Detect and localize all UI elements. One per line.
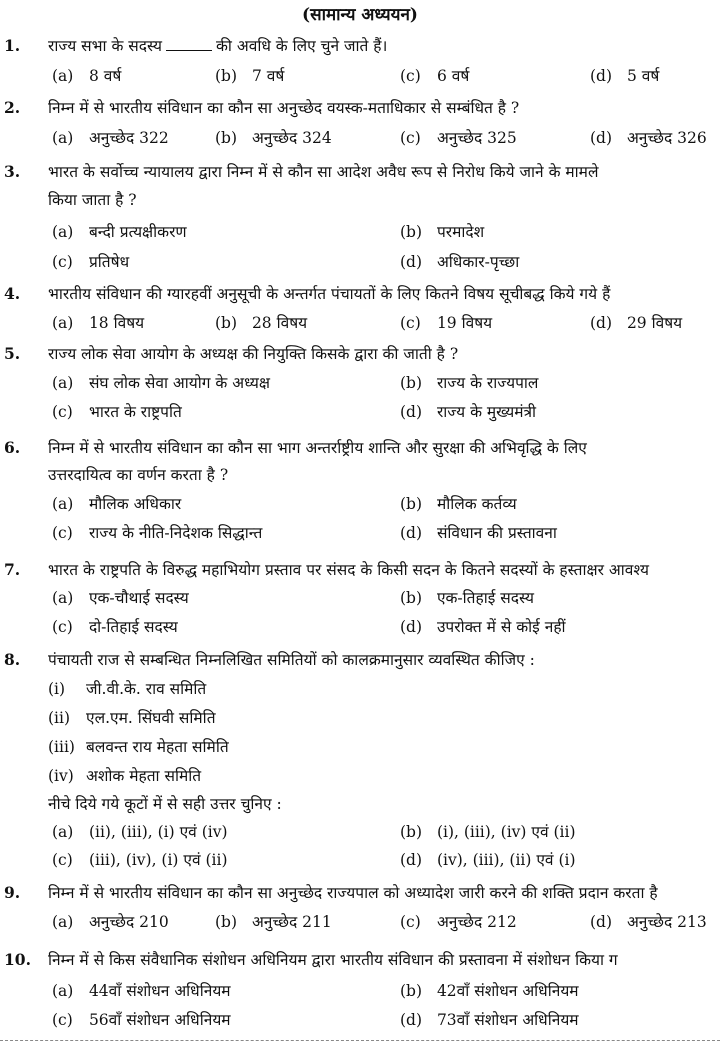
option-label: (c)	[52, 1011, 73, 1029]
option-text: 42वाँ संशोधन अधिनियम	[436, 982, 579, 1000]
option-label: (d)	[590, 129, 613, 147]
option-b	[400, 981, 579, 1001]
option-label: (b)	[400, 982, 423, 1000]
option-label: (c)	[52, 851, 73, 869]
option-label: (a)	[52, 913, 74, 931]
option-text: राज्य के मुख्यमंत्री	[436, 403, 537, 421]
option-text: राज्य के नीति-निदेशक सिद्धान्त	[88, 524, 263, 542]
question-number: 4.	[4, 284, 21, 303]
question-text-line2: उत्तरदायित्व का वर्णन करता है ?	[48, 466, 229, 484]
option-d	[590, 66, 659, 86]
list-item	[48, 679, 206, 699]
option-b	[215, 313, 307, 333]
item-text: अशोक मेहता समिति	[86, 767, 202, 785]
option-text: संविधान की प्रस्तावना	[436, 524, 557, 542]
question-text: पंचायती राज से सम्बन्धित निम्नलिखित समितियों को कालक्रमानुसार व्यवस्थित कीजिए :	[48, 651, 535, 669]
option-b	[215, 912, 332, 932]
question-number: 10.	[4, 950, 31, 969]
item-text: जी.वी.के. राव समिति	[86, 680, 207, 698]
option-text: अधिकार-पृच्छा	[436, 253, 520, 271]
option-c	[52, 523, 262, 543]
option-d	[590, 912, 707, 932]
question-text-line2: किया जाता है ?	[48, 191, 137, 209]
option-label: (c)	[400, 913, 421, 931]
option-text: अनुच्छेद 325	[436, 129, 517, 147]
question-number: 9.	[4, 883, 21, 902]
list-item	[48, 708, 216, 728]
question-text: निम्न में से भारतीय संविधान का कौन सा अनुच्छेद राज्यपाल को अध्यादेश जारी करने की शक्ति प्रदान करता है	[48, 884, 658, 902]
option-text: भारत के राष्ट्रपति	[88, 403, 182, 421]
option-a	[52, 66, 121, 86]
option-label: (b)	[400, 223, 423, 241]
question-text: भारतीय संविधान की ग्यारहवीं अनुसूची के अन्तर्गत पंचायतों के लिए कितने विषय सूचीबद्ध किये गये हैं	[48, 285, 611, 303]
option-label: (a)	[52, 129, 74, 147]
option-text: अनुच्छेद 213	[626, 913, 707, 931]
option-label: (a)	[52, 314, 74, 332]
option-label: (b)	[215, 129, 238, 147]
option-text: परमादेश	[436, 223, 485, 241]
option-text: (ii), (iii), (i) एवं (iv)	[88, 823, 228, 841]
option-label: (d)	[400, 1011, 423, 1029]
option-label: (c)	[400, 67, 421, 85]
option-label: (c)	[52, 618, 73, 636]
option-label: (d)	[400, 403, 423, 421]
option-text: राज्य के राज्यपाल	[436, 374, 539, 392]
option-d	[400, 617, 566, 637]
option-a	[52, 373, 270, 393]
option-b	[400, 222, 484, 242]
option-text: उपरोक्त में से कोई नहीं	[436, 618, 566, 636]
option-label: (a)	[52, 982, 74, 1000]
option-c	[52, 617, 178, 637]
question-text: राज्य लोक सेवा आयोग के अध्यक्ष की नियुक्ति किसके द्वारा की जाती है ?	[48, 345, 459, 363]
option-b	[400, 373, 538, 393]
list-item	[48, 737, 229, 757]
question-text-part: की अवधि के लिए चुने जाते हैं।	[216, 37, 388, 55]
option-label: (b)	[400, 495, 423, 513]
option-c	[400, 66, 469, 86]
option-text: अनुच्छेद 326	[626, 129, 707, 147]
option-label: (d)	[400, 618, 423, 636]
option-label: (d)	[590, 314, 613, 332]
option-label: (a)	[52, 67, 74, 85]
option-label: (b)	[400, 374, 423, 392]
question-number: 5.	[4, 344, 21, 363]
option-label: (d)	[400, 851, 423, 869]
option-c	[52, 252, 129, 272]
option-text: (iii), (iv), (i) एवं (ii)	[88, 851, 228, 869]
option-c	[400, 313, 492, 333]
option-text: 7 वर्ष	[251, 67, 285, 85]
item-label: (i)	[48, 680, 66, 698]
option-text: 8 वर्ष	[88, 67, 122, 85]
option-text: 5 वर्ष	[626, 67, 660, 85]
option-a	[52, 822, 228, 842]
option-a	[52, 588, 189, 608]
option-label: (a)	[52, 495, 74, 513]
item-text: एल.एम. सिंघवी समिति	[86, 709, 216, 727]
option-c	[400, 912, 517, 932]
question-text: निम्न में से भारतीय संविधान का कौन सा अनुच्छेद वयस्क-मताधिकार से सम्बंधित है ?	[48, 99, 520, 117]
option-text: 29 विषय	[626, 314, 683, 332]
question-text	[48, 36, 387, 58]
option-text: 6 वर्ष	[436, 67, 470, 85]
option-label: (d)	[590, 67, 613, 85]
option-text: मौलिक अधिकार	[88, 495, 182, 513]
option-label: (b)	[400, 589, 423, 607]
option-text: बन्दी प्रत्यक्षीकरण	[88, 223, 187, 241]
option-label: (c)	[52, 403, 73, 421]
option-a	[52, 128, 169, 148]
question-number: 8.	[4, 650, 21, 669]
option-label: (a)	[52, 589, 74, 607]
option-text: अनुच्छेद 324	[251, 129, 332, 147]
option-text: एक-तिहाई सदस्य	[436, 589, 535, 607]
option-text: एक-चौथाई सदस्य	[88, 589, 189, 607]
question-text-part: राज्य सभा के सदस्य	[48, 37, 163, 55]
option-d	[590, 313, 682, 333]
option-d	[400, 252, 519, 272]
option-text: 44वाँ संशोधन अधिनियम	[88, 982, 231, 1000]
option-label: (a)	[52, 223, 74, 241]
list-item	[48, 766, 201, 786]
option-b	[215, 66, 284, 86]
option-a	[52, 313, 144, 333]
option-label: (b)	[215, 314, 238, 332]
option-label: (b)	[215, 67, 238, 85]
option-d	[590, 128, 707, 148]
question-number: 2.	[4, 98, 21, 117]
option-c	[52, 850, 228, 870]
option-text: अनुच्छेद 210	[88, 913, 169, 931]
option-label: (c)	[400, 314, 421, 332]
option-text: संघ लोक सेवा आयोग के अध्यक्ष	[88, 374, 270, 392]
option-text: प्रतिषेध	[88, 253, 130, 271]
option-text: 28 विषय	[251, 314, 308, 332]
option-label: (b)	[215, 913, 238, 931]
option-d	[400, 1010, 579, 1030]
option-text: अनुच्छेद 212	[436, 913, 517, 931]
question-text-line1: भारत के सर्वोच्च न्यायालय द्वारा निम्न में से कौन सा आदेश अवैध रूप से निरोध किये जाने के मामले	[48, 163, 599, 181]
option-c	[52, 402, 182, 422]
option-label: (c)	[400, 129, 421, 147]
question-text: भारत के राष्ट्रपति के विरुद्ध महाभियोग प्रस्ताव पर संसद के किसी सदन के कितने सदस्यों के हस्ताक्षर आवश्य	[48, 561, 649, 579]
item-text: बलवन्त राय मेहता समिति	[86, 738, 229, 756]
option-d	[400, 850, 576, 870]
footer-divider	[0, 1040, 720, 1041]
item-label: (iv)	[48, 767, 74, 785]
option-label: (a)	[52, 374, 74, 392]
option-c	[400, 128, 517, 148]
option-b	[400, 588, 534, 608]
option-label: (d)	[400, 524, 423, 542]
option-c	[52, 1010, 231, 1030]
option-text: 73वाँ संशोधन अधिनियम	[436, 1011, 579, 1029]
option-text: 18 विषय	[88, 314, 145, 332]
option-a	[52, 981, 231, 1001]
option-label: (d)	[590, 913, 613, 931]
option-label: (d)	[400, 253, 423, 271]
option-text: अनुच्छेद 322	[88, 129, 169, 147]
question-number: 1.	[4, 36, 21, 55]
option-label: (c)	[52, 253, 73, 271]
option-text: अनुच्छेद 211	[251, 913, 332, 931]
option-a	[52, 494, 181, 514]
option-b	[215, 128, 332, 148]
option-text: 19 विषय	[436, 314, 493, 332]
option-b	[400, 494, 517, 514]
option-label: (c)	[52, 524, 73, 542]
question-number: 7.	[4, 560, 21, 579]
option-label: (b)	[400, 823, 423, 841]
question-text-line1: निम्न में से भारतीय संविधान का कौन सा भाग अन्तर्राष्ट्रीय शान्ति और सुरक्षा की अभिवृद्धि के लिए	[48, 439, 587, 457]
option-text: (iv), (iii), (ii) एवं (i)	[436, 851, 576, 869]
item-label: (iii)	[48, 738, 75, 756]
option-text: 56वाँ संशोधन अधिनियम	[88, 1011, 231, 1029]
option-text: मौलिक कर्तव्य	[436, 495, 517, 513]
instruction-text: नीचे दिये गये कूटों में से सही उत्तर चुनिए :	[48, 795, 282, 813]
answer-blank	[166, 38, 212, 51]
option-d	[400, 402, 536, 422]
question-number: 6.	[4, 438, 21, 457]
option-b	[400, 822, 576, 842]
question-number: 3.	[4, 162, 21, 181]
option-text: (i), (iii), (iv) एवं (ii)	[436, 823, 576, 841]
question-text: निम्न में से किस संवैधानिक संशोधन अधिनियम द्वारा भारतीय संविधान की प्रस्तावना में संशोधन किया ग	[48, 951, 618, 969]
option-text: दो-तिहाई सदस्य	[88, 618, 178, 636]
option-a	[52, 912, 169, 932]
page-header: (सामान्य अध्ययन)	[302, 5, 418, 25]
option-d	[400, 523, 557, 543]
item-label: (ii)	[48, 709, 71, 727]
option-label: (a)	[52, 823, 74, 841]
option-a	[52, 222, 187, 242]
